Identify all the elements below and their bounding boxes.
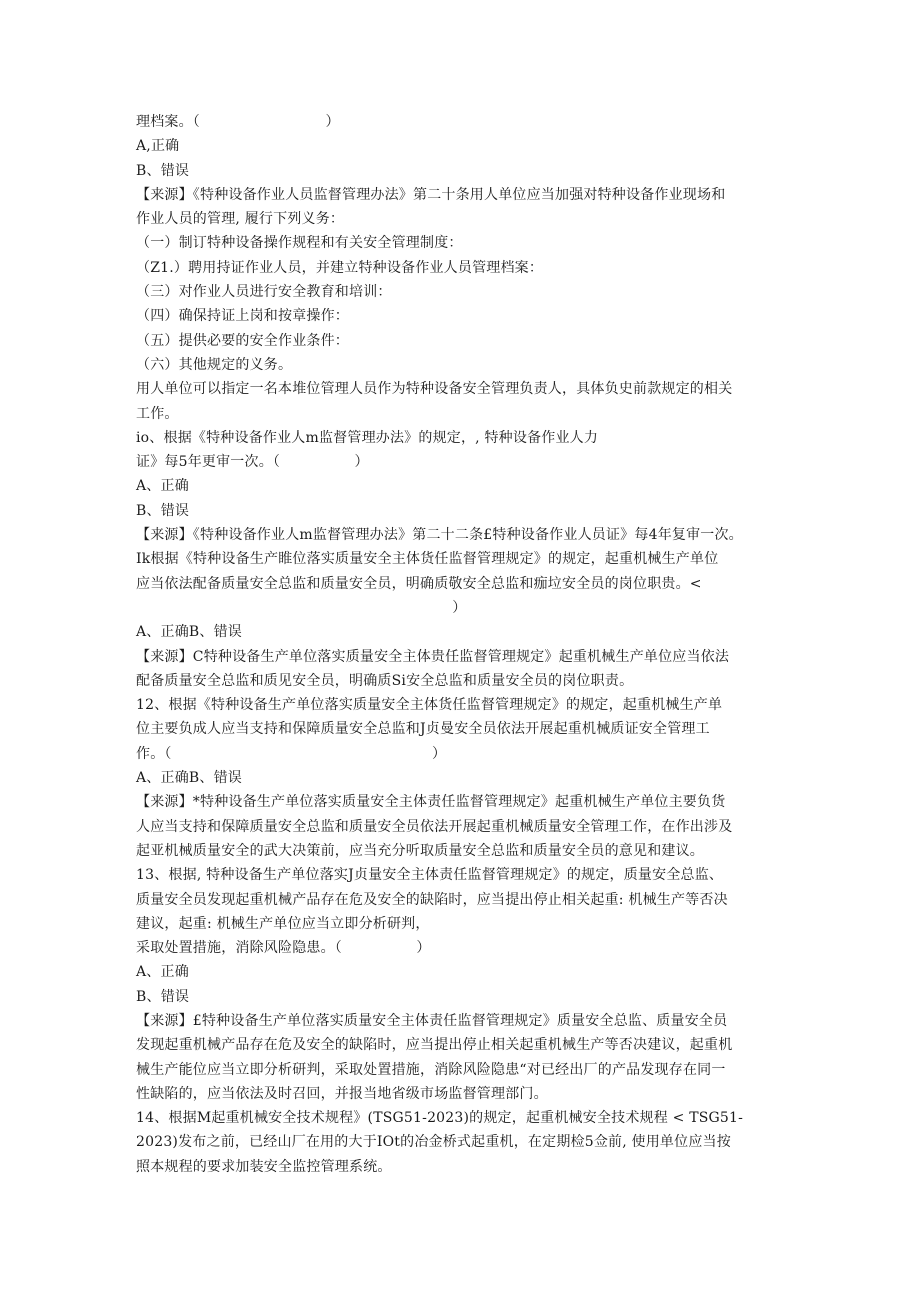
- options: A、正确B、错误: [136, 624, 242, 641]
- list-item: （四）确保持证上岗和按章操作：: [136, 308, 349, 325]
- text-line: 作业人员的管理, 履行下列义务：: [136, 211, 345, 228]
- text-line: 工作。: [136, 405, 179, 422]
- document-body: [136, 110, 786, 1179]
- question-text: Ik根据《特种设备生产睢位落实质量安全主体货任监督管理规定》的规定，起重机械生产单位: [136, 551, 719, 568]
- source-note: 【来源】*特种设备生产单位落实质量安全主体责任监督管理规定》起重机械生产单位主要负货: [136, 794, 726, 811]
- option-b: B、错误: [136, 988, 190, 1005]
- option-a: A、正确: [136, 964, 189, 981]
- text-line: 配备质量安全总监和质见安全员，明确质Si安全总监和质量安全员的岗位职责。: [136, 672, 634, 689]
- list-item: （Z1.）聘用持证作业人员，并建立特种设备作业人员管理档案：: [136, 259, 544, 276]
- question-text: 作。（ ）: [136, 745, 447, 762]
- question-text: ）: [136, 599, 467, 616]
- option-b: B、错误: [136, 502, 190, 519]
- question-text: 14、根据M起重机械安全技术规程》(TSG51-2023)的规定，起重机械安全技术规程 < TSG51-: [136, 1110, 744, 1127]
- question-text: 12、根据《特种设备生产单位落实质量安全主体货任监督管理规定》的规定，起重机械生产单: [136, 697, 723, 714]
- text-line: 理档案。（ ）: [136, 114, 340, 130]
- source-note: 【来源】《特种设备作业人员监督管理办法》第二十条用人单位应当加强对特种设备作业现场和: [136, 186, 726, 203]
- option-a: A,正确: [136, 138, 180, 155]
- option-b: B、错误: [136, 162, 190, 179]
- list-item: （五）提供必要的安全作业条件：: [136, 332, 349, 349]
- text-line: 起亚机械质量安全的武大决策前，应当充分听取质量安全总监和质量安全员的意见和建议。: [136, 842, 704, 859]
- option-a: A、正确: [136, 478, 189, 495]
- list-item: （三）对作业人员进行安全教育和培训：: [136, 284, 392, 301]
- source-note: 【来源】£特种设备生产单位落实质量安全主体责任监督管理规定》质量安全总监、质量安全员: [136, 1012, 728, 1029]
- options: A、正确B、错误: [136, 770, 242, 787]
- question-text: 2023)发布之前，已经山厂在用的大于IOt的冶金桥式起重机，在定期检5佥前, 使用单位应当按: [136, 1134, 731, 1151]
- list-item: （一）制订特种设备操作规程和有关安全管理制度：: [136, 235, 463, 252]
- question-text: 照本规程的要求加装安全监控管理系统。: [136, 1158, 392, 1175]
- question-text: 采取处置措施，消除风险隐患。（ ）: [136, 940, 431, 957]
- source-note: 【来源】《特种设备作业人m监督管理办法》第二十二条£特种设备作业人员证》每4年复审一次。: [136, 527, 743, 544]
- question-text: 位主要负成人应当支持和保障质量安全总监和J贞曼安全员依法开展起重机械质证安全管理工: [136, 721, 710, 738]
- question-text: 13、根据, 特种设备生产单位落实J贞量安全主体责任监督管理规定》的规定，质量安全总监、: [136, 867, 724, 884]
- source-note: 【来源】C特种设备生产单位落实质量安全主体贵任监督管理规定》起重机械生产单位应当依法: [136, 648, 730, 665]
- question-text: 证》每5年更审一次。（ ）: [136, 454, 369, 471]
- question-text: 建议，起重: 机械生产单位应当立即分析研判，: [136, 915, 430, 932]
- text-line: 人应当支持和保障质量安全总监和质量安全员依法开展起重机械质量安全管理工作，在作出涉及: [136, 818, 733, 835]
- text-line: 发现起重机械产品存在危及安全的缺陷时，应当提出停止相关起重机械生产等否决建议，起重机: [136, 1037, 733, 1054]
- question-text: 质量安全员发现起重机械产品存在危及安全的缺陷时，应当提出停止相关起重: 机械生产等否决: [136, 891, 728, 908]
- text-line: 械生产能位应当立即分析研判，采取处置措施，消除风险隐患“对已经出厂的产品发现存在同一: [136, 1061, 726, 1078]
- text-line: 性缺陷的，应当依法及时召回，并报当地省级市场监督管理部门。: [136, 1085, 548, 1102]
- question-text: io、根据《特种设备作业人m监督管理办法》的规定，, 特种设备作业人力: [136, 429, 599, 446]
- question-text: 应当依法配备质量安全总监和质量安全员，明确质敬安全总监和痂垃安全员的岗位职贵。<: [136, 575, 702, 592]
- list-item: （六）其他规定的义务。: [136, 356, 293, 373]
- text-line: 用人单位可以指定一名本堆位管理人员作为特种设备安全管理负责人，具体负史前款规定的相关: [136, 381, 733, 398]
